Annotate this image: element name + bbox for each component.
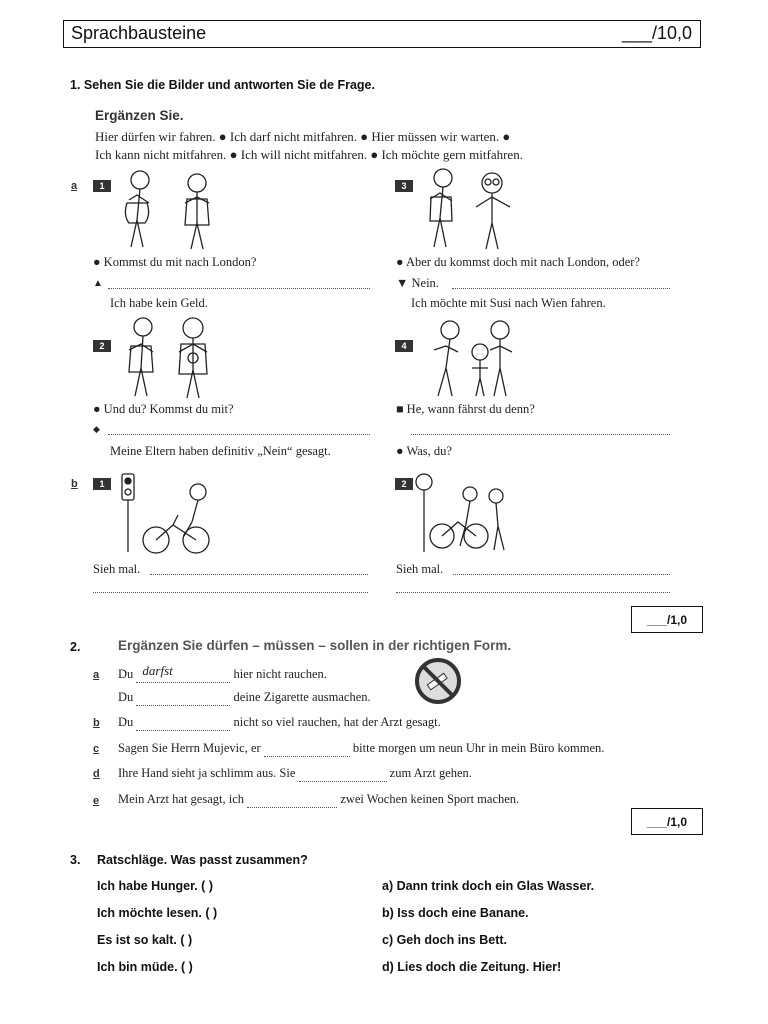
task3-heading: Ratschläge. Was passt zusammen?	[97, 853, 308, 867]
bicycle-illustration-b2	[412, 470, 522, 558]
a3-response: Ich möchte mit Susi nach Wien fahren.	[411, 296, 606, 310]
a2-question: ● Und du? Kommst du mit?	[93, 402, 234, 416]
no-smoking-sign-icon	[413, 656, 463, 706]
b2-answer-blank-2[interactable]	[396, 584, 670, 593]
task2-c-line	[118, 741, 604, 757]
task2-d-letter: d	[93, 768, 100, 780]
task2-d-line	[118, 766, 472, 782]
task2-a-line1-blank[interactable]	[136, 663, 230, 683]
task1-instruction	[70, 78, 375, 92]
task3-left-item[interactable]: Es ist so kalt. ( )	[97, 933, 193, 947]
total-score: ___/10,0	[621, 23, 692, 43]
task2-c-blank[interactable]	[264, 741, 350, 757]
task3-right-item: d) Lies doch die Zeitung. Hier!	[382, 960, 562, 974]
worksheet-title: Sprachbausteine	[71, 23, 207, 43]
a4-question: ■ He, wann fährst du denn?	[396, 402, 535, 416]
a4-answer-blank[interactable]	[411, 426, 670, 435]
task2-a-line2	[118, 690, 371, 706]
task1-instruction-text: Sehen Sie die Bilder und antworten Sie de Frage.	[83, 78, 375, 92]
section-a-label: a	[71, 180, 78, 192]
task2-d-start: Ihre Hand sieht ja schlimm aus. Sie	[118, 766, 296, 780]
a1-answer-blank[interactable]	[108, 280, 370, 289]
picture-number-b1: 1	[93, 478, 111, 490]
task1-phrases-line1: Hier dürfen wir fahren. ● Ich darf nicht mitfahren. ● Hier müssen wir warten. ●	[95, 129, 511, 144]
b2-text: Sieh mal.	[396, 562, 444, 576]
a3-marker: ▼ Nein.	[396, 276, 439, 290]
task3-left-item[interactable]: Ich möchte lesen. ( )	[97, 906, 218, 920]
task2-b-start: Du	[118, 715, 134, 729]
task2-b-letter: b	[93, 717, 100, 729]
people-illustration-a2	[115, 312, 225, 399]
a3-answer-blank[interactable]	[452, 280, 670, 289]
task2-d-blank[interactable]	[299, 766, 387, 782]
bicycle-illustration-b1	[118, 470, 218, 558]
task3-right-item: a) Dann trink doch ein Glas Wasser.	[382, 879, 595, 893]
task2-a-letter: a	[93, 669, 100, 681]
picture-number-a3: 3	[395, 180, 413, 192]
task3-number: 3.	[70, 853, 81, 867]
b1-answer-blank-1[interactable]	[150, 566, 368, 575]
task2-e-end: zwei Wochen keinen Sport machen.	[340, 792, 520, 806]
worksheet-header	[63, 20, 701, 48]
a2-response: Meine Eltern haben definitiv „Nein“ gesagt.	[110, 444, 331, 458]
a3-question: ● Aber du kommst doch mit nach London, oder?	[396, 255, 640, 269]
task2-a-line2-end: deine Zigarette ausmachen.	[233, 690, 371, 704]
people-illustration-a4	[418, 316, 528, 399]
a1-marker: ▲	[93, 278, 103, 289]
a1-response: Ich habe kein Geld.	[110, 296, 208, 310]
task3-left-item[interactable]: Ich habe Hunger. ( )	[97, 879, 213, 893]
task2-e-letter: e	[93, 795, 100, 807]
a2-marker: ◆	[93, 424, 100, 434]
task2-a-line2-blank[interactable]	[136, 690, 230, 706]
task2-b-blank[interactable]	[136, 715, 230, 731]
people-illustration-a1	[115, 165, 225, 250]
task2-a-line1-start: Du	[118, 667, 134, 681]
a1-question: ● Kommst du mit nach London?	[93, 255, 257, 269]
picture-number-a1: 1	[93, 180, 111, 192]
b1-answer-blank-2[interactable]	[93, 584, 368, 593]
task1-score-box: ___/1,0	[631, 606, 703, 633]
task2-a-line1-end: hier nicht rauchen.	[233, 667, 327, 681]
task3-right-item: b) Iss doch eine Banane.	[382, 906, 529, 920]
picture-number-a4: 4	[395, 340, 413, 352]
task2-c-start: Sagen Sie Herrn Mujevic, er	[118, 741, 261, 755]
task2-score-box: ___/1,0	[631, 808, 703, 835]
task2-e-line	[118, 792, 519, 808]
task3-right-item: c) Geh doch ins Bett.	[382, 933, 508, 947]
a4-response: ● Was, du?	[396, 444, 452, 458]
task2-e-blank[interactable]	[247, 792, 337, 808]
section-b-label: b	[71, 478, 78, 490]
task2-b-line	[118, 715, 441, 731]
people-illustration-a3	[418, 163, 528, 250]
task2-number: 2.	[70, 640, 81, 654]
task2-d-end: zum Arzt gehen.	[389, 766, 472, 780]
task2-a-line1	[118, 663, 327, 683]
task3-left-item[interactable]: Ich bin müde. ( )	[97, 960, 193, 974]
task1-number: 1.	[70, 78, 81, 92]
task2-b-end: nicht so viel rauchen, hat der Arzt gesagt.	[233, 715, 441, 729]
a2-answer-blank[interactable]	[108, 426, 370, 435]
task1-phrases-line2: Ich kann nicht mitfahren. ● Ich will nicht mitfahren. ● Ich möchte gern mitfahren.	[95, 147, 523, 162]
task2-heading: Ergänzen Sie dürfen – müssen – sollen in der richtigen Form.	[118, 638, 512, 653]
b1-text: Sieh mal.	[93, 562, 141, 576]
picture-number-a2: 2	[93, 340, 111, 352]
b2-answer-blank-1[interactable]	[453, 566, 670, 575]
task2-c-end: bitte morgen um neun Uhr in mein Büro kommen.	[352, 741, 605, 755]
picture-number-b2: 2	[395, 478, 413, 490]
task2-c-letter: c	[93, 743, 100, 755]
task2-e-start: Mein Arzt hat gesagt, ich	[118, 792, 245, 806]
task1-heading: Ergänzen Sie.	[95, 108, 184, 123]
task2-a-line2-start: Du	[118, 690, 134, 704]
task2-a-example-answer: darfst	[142, 663, 173, 678]
